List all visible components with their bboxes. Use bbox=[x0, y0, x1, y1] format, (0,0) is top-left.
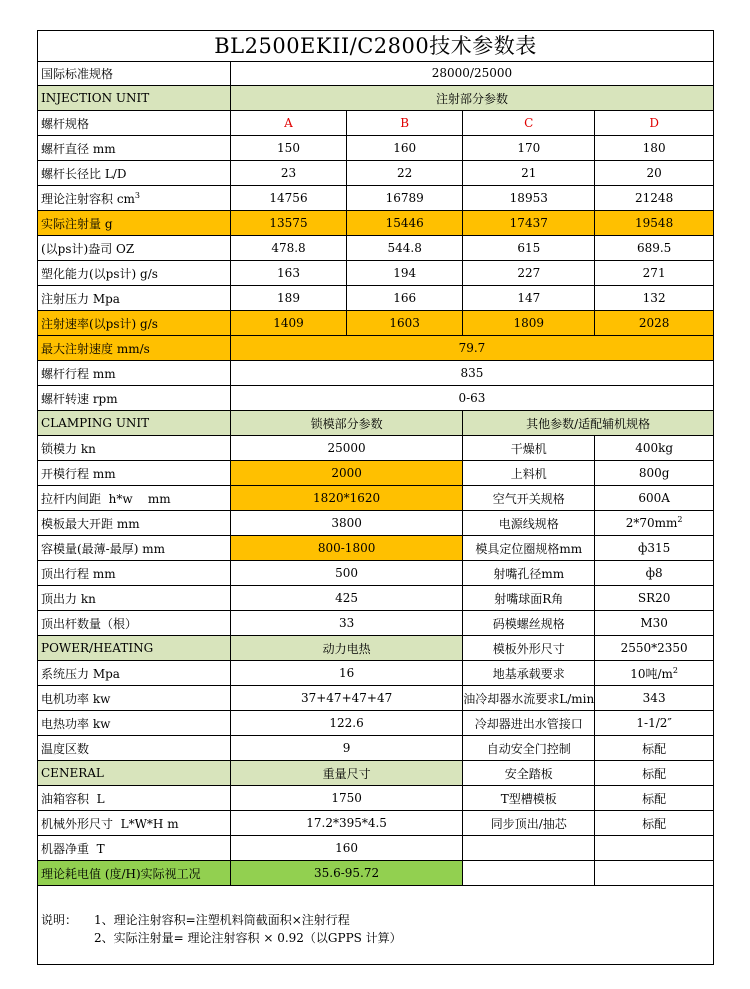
note-line-1: 1、理论注射容积=注塑机料筒截面积×注射行程 bbox=[94, 913, 350, 927]
screw-type-c: C bbox=[463, 111, 595, 136]
other-label: 空气开关规格 bbox=[463, 486, 595, 511]
other-value: 400kg bbox=[595, 436, 713, 461]
power-header: 动力电热 bbox=[230, 636, 462, 661]
other-value: ф8 bbox=[595, 561, 713, 586]
table-row bbox=[38, 736, 713, 761]
table-row bbox=[38, 136, 713, 161]
other-value: 1-1/2″ bbox=[595, 711, 713, 736]
cell-value: 3800 bbox=[230, 511, 462, 536]
cell-value: 132 bbox=[595, 286, 713, 311]
section-header-row bbox=[38, 86, 713, 111]
other-value: 2550*2350 bbox=[595, 636, 713, 661]
row-label: 注射速率(以ps计) g/s bbox=[38, 311, 230, 336]
cell-value: 1409 bbox=[230, 311, 346, 336]
clamping-unit-label: CLAMPING UNIT bbox=[38, 411, 230, 436]
other-value-cell bbox=[595, 511, 713, 536]
cell-value: 2028 bbox=[595, 311, 713, 336]
table-row bbox=[38, 686, 713, 711]
row-label-cell bbox=[38, 186, 230, 211]
cell-value: 14756 bbox=[230, 186, 346, 211]
other-label: 油冷却器水流要求L/min bbox=[463, 686, 595, 711]
power-unit-label: POWER/HEATING bbox=[38, 636, 230, 661]
other-label: 射嘴孔径mm bbox=[463, 561, 595, 586]
screw-spec-label: 螺杆规格 bbox=[38, 111, 230, 136]
cell-value: 15446 bbox=[347, 211, 463, 236]
table-row bbox=[38, 236, 713, 261]
cell-value: 1809 bbox=[463, 311, 595, 336]
injection-unit-label: INJECTION UNIT bbox=[38, 86, 230, 111]
row-label: 机械外形尺寸 L*W*H m bbox=[38, 811, 230, 836]
cell-value: 17.2*395*4.5 bbox=[230, 811, 462, 836]
cell-value: 544.8 bbox=[347, 236, 463, 261]
notes bbox=[38, 904, 713, 964]
other-label: 模具定位圈规格mm bbox=[463, 536, 595, 561]
other-label: T型槽模板 bbox=[463, 786, 595, 811]
superscript: 2 bbox=[672, 665, 679, 675]
cell-value: 163 bbox=[230, 261, 346, 286]
stroke-label: 螺杆行程 mm bbox=[38, 361, 230, 386]
table-row bbox=[38, 586, 713, 611]
other-value: 标配 bbox=[595, 761, 713, 786]
row-label: 顶出行程 mm bbox=[38, 561, 230, 586]
other-label: 干燥机 bbox=[463, 436, 595, 461]
cell-value: 16 bbox=[230, 661, 462, 686]
row-label: 理论注射容积 cm bbox=[41, 191, 135, 206]
cell-value: 19548 bbox=[595, 211, 713, 236]
injection-header: 注射部分参数 bbox=[230, 86, 713, 111]
spec-sheet bbox=[37, 30, 714, 965]
other-value: 标配 bbox=[595, 811, 713, 836]
cell-value: 22 bbox=[347, 161, 463, 186]
cell-value: 25000 bbox=[230, 436, 462, 461]
row-label: 拉杆内间距 h*w mm bbox=[38, 486, 230, 511]
row-label: 系统压力 Mpa bbox=[38, 661, 230, 686]
table-row bbox=[38, 161, 713, 186]
other-value: 2*70mm bbox=[625, 516, 678, 530]
empty-cell bbox=[595, 861, 713, 886]
table-row bbox=[38, 436, 713, 461]
cell-value: 500 bbox=[230, 561, 462, 586]
rpm-label: 螺杆转速 rpm bbox=[38, 386, 230, 411]
cell-value: 122.6 bbox=[230, 711, 462, 736]
page-title: BL2500EKII/C2800技术参数表 bbox=[38, 31, 713, 62]
cell-value: 17437 bbox=[463, 211, 595, 236]
table-row bbox=[38, 111, 713, 136]
table-row bbox=[38, 286, 713, 311]
row-label: 螺杆直径 mm bbox=[38, 136, 230, 161]
cell-value: 425 bbox=[230, 586, 462, 611]
table-row bbox=[38, 186, 713, 211]
notes-label: 说明： bbox=[41, 913, 78, 927]
row-label: 机器净重 T bbox=[38, 836, 230, 861]
general-header: 重量尺寸 bbox=[230, 761, 462, 786]
superscript: 2 bbox=[677, 515, 683, 524]
cell-value: 615 bbox=[463, 236, 595, 261]
cell-value: 23 bbox=[230, 161, 346, 186]
table-row bbox=[38, 536, 713, 561]
cell-value: 1820*1620 bbox=[230, 486, 462, 511]
stroke-value: 835 bbox=[230, 361, 713, 386]
other-label: 自动安全门控制 bbox=[463, 736, 595, 761]
std-spec-label: 国际标准规格 bbox=[38, 61, 230, 86]
cell-value: 189 bbox=[230, 286, 346, 311]
other-label: 模板外形尺寸 bbox=[463, 636, 595, 661]
cell-value: 170 bbox=[463, 136, 595, 161]
other-label: 安全踏板 bbox=[463, 761, 595, 786]
rpm-value: 0-63 bbox=[230, 386, 713, 411]
other-label: 码模螺丝规格 bbox=[463, 611, 595, 636]
row-label: 顶出力 kn bbox=[38, 586, 230, 611]
other-value: M30 bbox=[595, 611, 713, 636]
table-row bbox=[38, 311, 713, 336]
general-unit-label: CENERAL bbox=[38, 761, 230, 786]
row-label: 塑化能力(以ps计) g/s bbox=[38, 261, 230, 286]
table-row bbox=[38, 461, 713, 486]
cell-value: 271 bbox=[595, 261, 713, 286]
section-header-row bbox=[38, 761, 713, 786]
row-label: 油箱容积 L bbox=[38, 786, 230, 811]
table-row bbox=[38, 361, 713, 386]
table-row bbox=[38, 386, 713, 411]
energy-label: 理论耗电值 (度/H)实际视工况 bbox=[38, 861, 230, 886]
other-value: ф315 bbox=[595, 536, 713, 561]
energy-value: 35.6-95.72 bbox=[230, 861, 462, 886]
cell-value: 160 bbox=[347, 136, 463, 161]
cell-value: 33 bbox=[230, 611, 462, 636]
other-value: 343 bbox=[595, 686, 713, 711]
row-label: 锁模力 kn bbox=[38, 436, 230, 461]
section-header-row bbox=[38, 411, 713, 436]
row-label: 顶出杆数量（根） bbox=[38, 611, 230, 636]
other-value: 10吨/m bbox=[630, 666, 673, 681]
cell-value: 21 bbox=[463, 161, 595, 186]
row-label: 注射压力 Mpa bbox=[38, 286, 230, 311]
table-row bbox=[38, 61, 713, 86]
cell-value: 478.8 bbox=[230, 236, 346, 261]
note-line-2: 2、实际注射量= 理论注射容积 × 0.92（以GPPS 计算） bbox=[94, 931, 402, 945]
cell-value: 18953 bbox=[463, 186, 595, 211]
screw-type-b: B bbox=[347, 111, 463, 136]
table-row bbox=[38, 661, 713, 686]
other-value-cell bbox=[595, 661, 713, 686]
table-row bbox=[38, 561, 713, 586]
cell-value: 227 bbox=[463, 261, 595, 286]
std-spec-value: 28000/25000 bbox=[230, 61, 713, 86]
table-row bbox=[38, 336, 713, 361]
clamping-header: 锁模部分参数 bbox=[230, 411, 462, 436]
cell-value: 20 bbox=[595, 161, 713, 186]
empty-cell bbox=[463, 836, 595, 861]
other-label: 射嘴球面R角 bbox=[463, 586, 595, 611]
other-label: 电源线规格 bbox=[463, 511, 595, 536]
cell-value: 147 bbox=[463, 286, 595, 311]
cell-value: 16789 bbox=[347, 186, 463, 211]
row-label: 开模行程 mm bbox=[38, 461, 230, 486]
spec-table bbox=[38, 61, 713, 886]
max-speed-value: 79.7 bbox=[230, 336, 713, 361]
cell-value: 160 bbox=[230, 836, 462, 861]
cell-value: 180 bbox=[595, 136, 713, 161]
table-row bbox=[38, 261, 713, 286]
table-row bbox=[38, 486, 713, 511]
screw-type-d: D bbox=[595, 111, 713, 136]
max-speed-label: 最大注射速度 mm/s bbox=[38, 336, 230, 361]
table-row bbox=[38, 861, 713, 886]
row-label: 模板最大开距 mm bbox=[38, 511, 230, 536]
cell-value: 194 bbox=[347, 261, 463, 286]
cell-value: 800-1800 bbox=[230, 536, 462, 561]
row-label: (以ps计)盎司 OZ bbox=[38, 236, 230, 261]
row-label: 实际注射量 g bbox=[38, 211, 230, 236]
cell-value: 21248 bbox=[595, 186, 713, 211]
row-label: 电机功率 kw bbox=[38, 686, 230, 711]
cell-value: 9 bbox=[230, 736, 462, 761]
cell-value: 1750 bbox=[230, 786, 462, 811]
cell-value: 13575 bbox=[230, 211, 346, 236]
empty-cell bbox=[463, 861, 595, 886]
other-header: 其他参数/适配辅机规格 bbox=[463, 411, 713, 436]
superscript: 3 bbox=[134, 190, 141, 200]
table-row bbox=[38, 711, 713, 736]
other-value: SR20 bbox=[595, 586, 713, 611]
other-value: 标配 bbox=[595, 786, 713, 811]
cell-value: 689.5 bbox=[595, 236, 713, 261]
other-label: 冷却器进出水管接口 bbox=[463, 711, 595, 736]
table-row bbox=[38, 836, 713, 861]
table-row bbox=[38, 786, 713, 811]
other-label: 上料机 bbox=[463, 461, 595, 486]
table-row bbox=[38, 211, 713, 236]
cell-value: 150 bbox=[230, 136, 346, 161]
cell-value: 166 bbox=[347, 286, 463, 311]
other-value: 800g bbox=[595, 461, 713, 486]
table-row bbox=[38, 611, 713, 636]
other-label: 地基承载要求 bbox=[463, 661, 595, 686]
table-row bbox=[38, 511, 713, 536]
other-value: 600A bbox=[595, 486, 713, 511]
other-label: 同步顶出/抽芯 bbox=[463, 811, 595, 836]
cell-value: 1603 bbox=[347, 311, 463, 336]
cell-value: 2000 bbox=[230, 461, 462, 486]
other-value: 标配 bbox=[595, 736, 713, 761]
row-label: 温度区数 bbox=[38, 736, 230, 761]
screw-type-a: A bbox=[230, 111, 346, 136]
section-header-row bbox=[38, 636, 713, 661]
empty-cell bbox=[595, 836, 713, 861]
row-label: 电热功率 kw bbox=[38, 711, 230, 736]
row-label: 容模量(最薄-最厚) mm bbox=[38, 536, 230, 561]
cell-value: 37+47+47+47 bbox=[230, 686, 462, 711]
row-label: 螺杆长径比 L/D bbox=[38, 161, 230, 186]
table-row bbox=[38, 811, 713, 836]
